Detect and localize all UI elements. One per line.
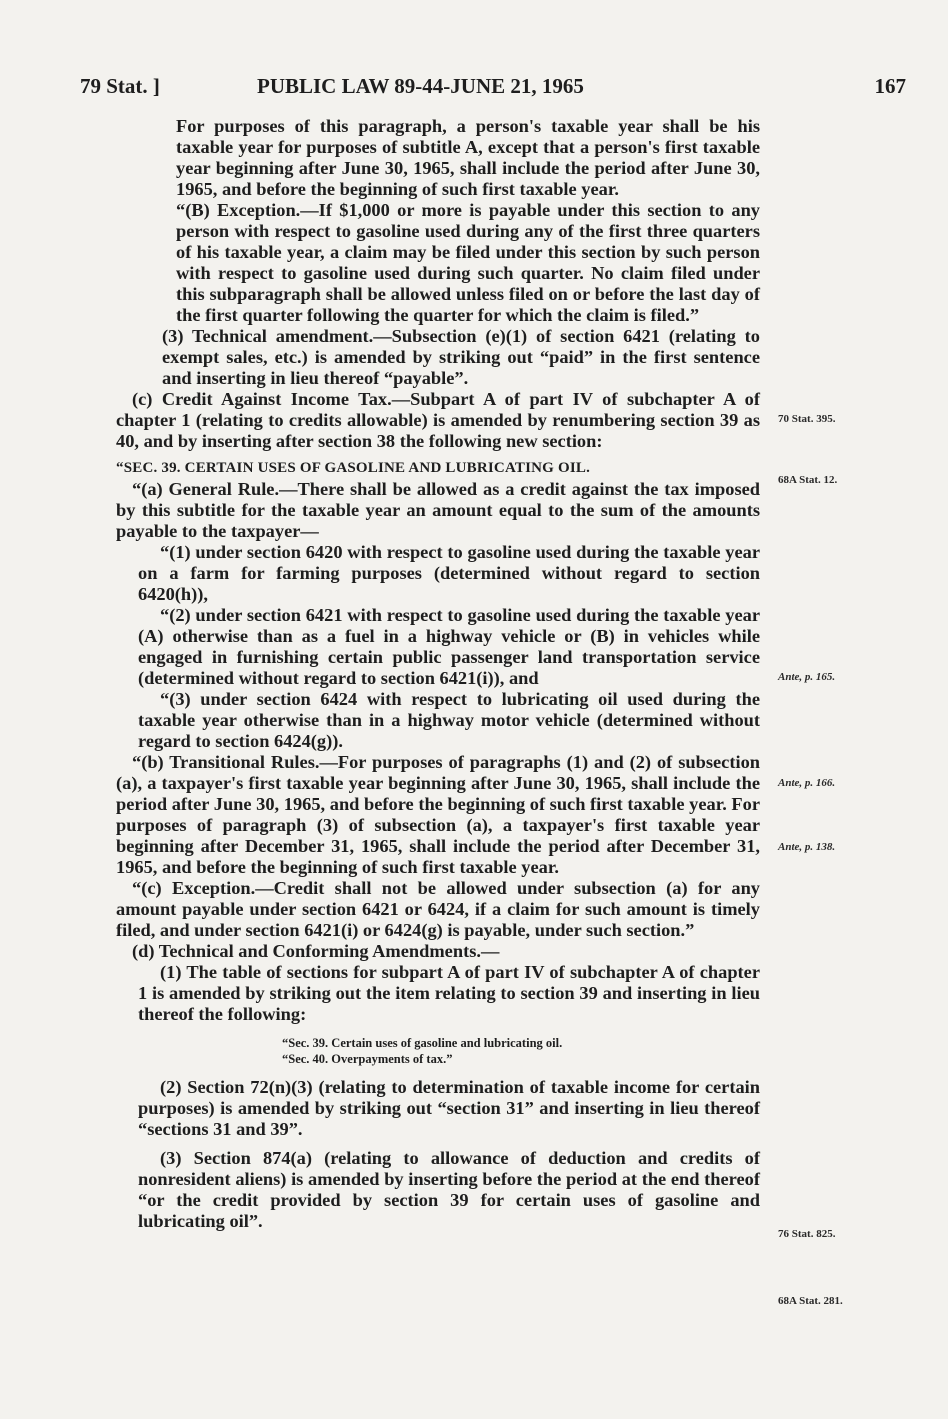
running-head-volume: 79 Stat. ] xyxy=(80,74,160,98)
table-of-sections xyxy=(116,1035,760,1067)
paragraph-amendment-1: (1) The table of sections for subpart A of part IV of subchapter A of chapter 1 is amended by striking out the item relating to section 39 and inserting in lieu thereof the following: xyxy=(138,962,760,1024)
paragraph-technical-conforming: (d) Technical and Conforming Amendments.— xyxy=(132,941,500,961)
paragraph-item-1: “(1) under section 6420 with respect to gasoline used during the taxable year on a farm for farming purposes (determined without regard to section 6420(h)), xyxy=(138,542,760,604)
paragraph-taxable-year: For purposes of this paragraph, a person's taxable year shall be his taxable year for purposes of subtitle A, except that a person's first taxable year beginning after June 30, 1965, shall include the period after June 30, 1965, and before the beginning of such first taxable year. xyxy=(176,116,760,199)
margin-note-ante-165: Ante, p. 165. xyxy=(778,671,836,683)
table-line-sec-39: “Sec. 39. Certain uses of gasoline and lubricating oil. xyxy=(282,1036,563,1050)
paragraph-amendment-2: (2) Section 72(n)(3) (relating to determination of taxable income for certain purposes) is amended by striking out “section 31” and inserting in lieu thereof “sections 31 and 39”. xyxy=(138,1077,760,1139)
paragraph-transitional-rules: “(b) Transitional Rules.—For purposes of paragraphs (1) and (2) of subsection (a), a taxpayer's first taxable year beginning after June 30, 1965, shall include the period after June 30, 1965, and before the beginning of such first taxable year. For purposes of paragraph (3) of subsection (a), a taxpayer's first taxable year beginning after December 31, 1965, shall include the period after December 31, 1965, and before the beginning of such first taxable year. xyxy=(116,752,760,877)
paragraph-exception-b: “(B) Exception.—If $1,000 or more is payable under this section to any person with respect to gasoline used during any of the first three quarters of his taxable year, a claim may be filed under this section by such person with respect to gasoline used during such quarter. No claim filed under this subparagraph shall be allowed unless filed on or before the last day of the first quarter following the quarter for which the claim is filed.” xyxy=(176,200,760,325)
paragraph-credit-against-income-tax: (c) Credit Against Income Tax.—Subpart A of part IV of subchapter A of chapter 1 (relating to credits allowable) is amended by renumbering section 39 as 40, and by inserting after section 38 the following new section: xyxy=(116,389,760,451)
paragraph-item-2: “(2) under section 6421 with respect to gasoline used during the taxable year (A) otherwise than as a fuel in a highway vehicle or (B) in vehicles while engaged in furnishing certain public passenger land transportation service (determined without regard to section 6421(i)), and xyxy=(138,605,760,688)
margin-note-70-stat-395: 70 Stat. 395. xyxy=(778,413,836,425)
margin-note-68a-stat-281: 68A Stat. 281. xyxy=(778,1295,843,1307)
margin-note-ante-166: Ante, p. 166. xyxy=(778,777,836,789)
margin-note-76-stat-825: 76 Stat. 825. xyxy=(778,1228,836,1240)
body-text xyxy=(116,116,760,1232)
section-heading-39: “SEC. 39. CERTAIN USES OF GASOLINE AND LUBRICATING OIL. xyxy=(116,460,591,476)
paragraph-amendment-3: (3) Section 874(a) (relating to allowance of deduction and credits of nonresident aliens) is amended by inserting before the period at the end thereof “or the credit provided by section 39 for certain uses of gasoline and lubricating oil”. xyxy=(138,1148,760,1231)
paragraph-general-rule: “(a) General Rule.—There shall be allowed as a credit against the tax imposed by this subtitle for the taxable year an amount equal to the sum of the amounts payable to the taxpayer— xyxy=(116,479,760,541)
margin-note-68a-stat-12: 68A Stat. 12. xyxy=(778,474,838,486)
running-head-title: PUBLIC LAW 89-44-JUNE 21, 1965 xyxy=(257,74,584,98)
table-line-sec-40: “Sec. 40. Overpayments of tax.” xyxy=(282,1052,453,1066)
margin-note-ante-138: Ante, p. 138. xyxy=(778,841,836,853)
paragraph-exception-c: “(c) Exception.—Credit shall not be allowed under subsection (a) for any amount payable under section 6421 or 6424, if a claim for such amount is timely filed, and under section 6421(i) or 6424(g) is payable, under such section.” xyxy=(116,878,760,940)
paragraph-technical-amendment: (3) Technical amendment.—Subsection (e)(1) of section 6421 (relating to exempt sales, etc.) is amended by striking out “paid” in the first sentence and inserting in lieu thereof “payable”. xyxy=(162,326,760,388)
paragraph-item-3: “(3) under section 6424 with respect to lubricating oil used during the taxable year otherwise than in a highway motor vehicle (determined without regard to section 6424(g)). xyxy=(138,689,760,751)
page-number: 167 xyxy=(874,74,906,98)
